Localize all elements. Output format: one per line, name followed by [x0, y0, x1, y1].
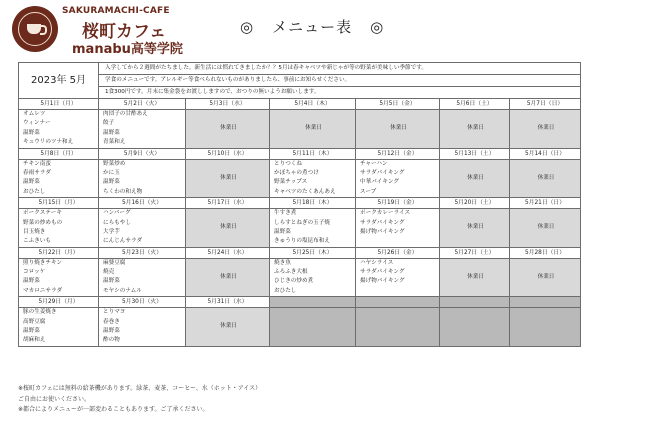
menu-item: 麻婆豆腐	[103, 259, 126, 266]
menu-item: 豚の生姜焼き	[23, 309, 57, 316]
day-header: 5月10日（水）	[186, 148, 270, 159]
empty-cell	[440, 308, 510, 347]
empty-header	[510, 297, 581, 308]
menu-item: にんじんサラダ	[103, 238, 143, 245]
menu-cell	[270, 209, 356, 248]
menu-cell	[99, 209, 186, 248]
day-header: 5月22日（月）	[19, 247, 99, 258]
day-header: 5月28日（日）	[510, 247, 581, 258]
menu-item: ちくわの和え物	[103, 188, 143, 195]
menu-item: ポークカレーライス	[360, 210, 411, 217]
double-circle-icon: ◎	[370, 18, 385, 36]
menu-item: 野菜チップス	[274, 179, 308, 186]
day-header: 5月30日（火）	[99, 297, 186, 308]
page-title	[222, 16, 402, 37]
menu-item: キュウリのツナ和え	[23, 139, 74, 146]
menu-item: ひじきの炒め煮	[274, 278, 314, 285]
menu-cell	[99, 308, 186, 347]
menu-item: 肉団子の甘酢あえ	[103, 111, 148, 117]
day-header: 5月25日（木）	[270, 247, 356, 258]
notice-line: 入学してから２週間がたちました。新生活には慣れてきましたか？？5月は春キャベツや新じゃが等の野菜が美味しい季節です。	[99, 63, 581, 75]
menu-item: 餃子	[103, 120, 115, 127]
menu-item: きゅうりの塩昆布和え	[274, 238, 330, 245]
menu-item: ウィンナー	[23, 120, 51, 127]
closed-day-cell: 休業日	[440, 258, 510, 297]
day-header: 5月16日（火）	[99, 198, 186, 209]
day-header: 5月5日（金）	[356, 99, 440, 110]
day-header: 5月3日（水）	[186, 99, 270, 110]
menu-item: 揚げ物バイキング	[360, 228, 405, 235]
double-circle-icon: ◎	[240, 18, 255, 36]
menu-cell	[19, 110, 99, 149]
closed-day-cell: 休業日	[510, 110, 581, 149]
menu-item: ふろふき大根	[274, 269, 308, 276]
closed-day-cell: 休業日	[186, 159, 270, 198]
day-header: 5月11日（木）	[270, 148, 356, 159]
menu-item: 酢の物	[103, 337, 120, 344]
day-header: 5月12日（金）	[356, 148, 440, 159]
menu-item: 温野菜	[23, 179, 40, 186]
menu-item: 牛すき煮	[274, 210, 297, 217]
menu-item: 温野菜	[274, 228, 291, 235]
cafe-logo	[12, 4, 197, 58]
menu-cell	[270, 258, 356, 297]
menu-item: チャーハン	[360, 160, 388, 167]
empty-header	[270, 297, 356, 308]
day-header: 5月2日（火）	[99, 99, 186, 110]
menu-item: 高野豆腐	[23, 318, 46, 325]
day-header: 5月14日（日）	[510, 148, 581, 159]
menu-item: ハンバーグ	[103, 210, 131, 217]
closed-day-cell: 休業日	[186, 308, 270, 347]
closed-day-cell: 休業日	[510, 258, 581, 297]
closed-day-cell: 休業日	[186, 258, 270, 297]
menu-item: 温野菜	[23, 328, 40, 335]
menu-item: 照り焼きチキン	[23, 259, 63, 266]
menu-item: にらもやし	[103, 219, 131, 226]
menu-item: 焼売	[103, 269, 115, 276]
day-header: 5月31日（水）	[186, 297, 270, 308]
day-header: 5月27日（土）	[440, 247, 510, 258]
menu-item: とりつくね	[274, 160, 302, 167]
menu-cell	[99, 159, 186, 198]
menu-item: とりマヨ	[103, 309, 126, 316]
menu-cell	[356, 258, 440, 297]
footer-line: ご自由にお使いください。	[18, 395, 91, 403]
day-header: 5月19日（金）	[356, 198, 440, 209]
closed-day-cell: 休業日	[186, 110, 270, 149]
day-header: 5月29日（月）	[19, 297, 99, 308]
menu-item: おひたし	[23, 188, 46, 195]
menu-item: オムレツ	[23, 111, 46, 117]
day-header: 5月9日（火）	[99, 148, 186, 159]
menu-item: 野菜炒め	[103, 160, 126, 167]
day-header: 5月7日（日）	[510, 99, 581, 110]
page-title-text: メニュー表	[272, 18, 353, 36]
menu-item: 胡麻和え	[23, 337, 46, 344]
menu-item: チキン南蛮	[23, 160, 51, 167]
closed-day-cell: 休業日	[440, 110, 510, 149]
month-label: 2023年 5月	[19, 63, 99, 99]
menu-item: 中華バイキング	[360, 179, 399, 186]
menu-item: かぼちゃの煮つけ	[274, 169, 319, 176]
day-header: 5月26日（金）	[356, 247, 440, 258]
menu-cell	[19, 209, 99, 248]
menu-cell	[99, 110, 186, 149]
menu-cell	[19, 258, 99, 297]
day-header: 5月21日（日）	[510, 198, 581, 209]
coffee-cup-icon	[12, 6, 58, 52]
empty-cell	[270, 308, 356, 347]
empty-header	[440, 297, 510, 308]
footer-line: ※桜町カフェには無料の給茶機があります。緑茶、麦茶、コーヒー、水（ホット・アイス）	[18, 385, 262, 392]
day-header: 5月4日（木）	[270, 99, 356, 110]
day-header: 5月8日（月）	[19, 148, 99, 159]
logo-top-text: SAKURAMACHI-CAFE	[62, 6, 170, 16]
menu-item: 温野菜	[103, 129, 120, 136]
menu-cell	[19, 308, 99, 347]
menu-cell	[356, 159, 440, 198]
menu-item: 大学芋	[103, 228, 120, 235]
notice-line: 学食のメニューです。アレルギー等食べられないものがありましたら、事前にお知らせください。	[99, 75, 581, 87]
menu-table	[18, 62, 581, 347]
menu-item: キャベツのたくあんあえ	[274, 188, 336, 195]
menu-item: おひたし	[274, 287, 297, 294]
menu-item: かに玉	[103, 169, 120, 176]
day-header: 5月20日（土）	[440, 198, 510, 209]
day-header: 5月23日（火）	[99, 247, 186, 258]
closed-day-cell: 休業日	[440, 209, 510, 248]
empty-cell	[356, 308, 440, 347]
menu-item: モヤシのナムル	[103, 287, 142, 294]
menu-item: 焼き魚	[274, 259, 291, 266]
menu-item: ポークステーキ	[23, 210, 62, 217]
closed-day-cell: 休業日	[510, 159, 581, 198]
menu-item: ハヤシライス	[360, 259, 394, 266]
logo-school-name: manabu高等学院	[72, 42, 183, 57]
closed-day-cell: 休業日	[510, 209, 581, 248]
menu-item: コロッケ	[23, 269, 46, 276]
menu-item: サラダバイキング	[360, 269, 405, 276]
menu-item: 温野菜	[23, 278, 40, 285]
closed-day-cell: 休業日	[270, 110, 356, 149]
menu-cell	[356, 209, 440, 248]
day-header: 5月13日（土）	[440, 148, 510, 159]
day-header: 5月18日（木）	[270, 198, 356, 209]
menu-item: 温野菜	[103, 328, 120, 335]
day-header: 5月1日（月）	[19, 99, 99, 110]
menu-item: しらすとねぎの玉子焼	[274, 219, 330, 226]
day-header: 5月17日（水）	[186, 198, 270, 209]
menu-item: 野菜の炒めもの	[23, 219, 63, 226]
menu-cell	[99, 258, 186, 297]
footer-line: ※都合によりメニューが一部変わることもあります。ご了承ください。	[18, 406, 209, 413]
menu-item: 目玉焼き	[23, 228, 46, 235]
closed-day-cell: 休業日	[356, 110, 440, 149]
empty-header	[356, 297, 440, 308]
menu-item: 温野菜	[103, 278, 120, 285]
menu-item: 青菜和え	[103, 139, 126, 146]
menu-item: サラダバイキング	[360, 219, 405, 226]
logo-cafe-name: 桜町カフェ	[82, 22, 167, 42]
menu-item: 春巻き	[103, 318, 120, 325]
menu-item: スープ	[360, 188, 377, 195]
menu-item: こふきいも	[23, 238, 51, 245]
day-header: 5月15日（月）	[19, 198, 99, 209]
closed-day-cell: 休業日	[440, 159, 510, 198]
footer-notes	[18, 384, 261, 416]
day-header: 5月6日（土）	[440, 99, 510, 110]
menu-item: サラダバイキング	[360, 169, 405, 176]
menu-cell	[19, 159, 99, 198]
menu-item: 揚げ物バイキング	[360, 278, 405, 285]
day-header: 5月24日（水）	[186, 247, 270, 258]
menu-item: 温野菜	[103, 179, 120, 186]
menu-cell	[270, 159, 356, 198]
empty-cell	[510, 308, 581, 347]
notice-line: 1食300円です。月末に集金袋をお渡ししますので、おつりの無いようお願いします。	[99, 87, 581, 99]
closed-day-cell: 休業日	[186, 209, 270, 248]
menu-item: マカロニサラダ	[23, 287, 63, 294]
menu-item: 温野菜	[23, 129, 40, 136]
menu-item: 春雨サラダ	[23, 169, 51, 176]
